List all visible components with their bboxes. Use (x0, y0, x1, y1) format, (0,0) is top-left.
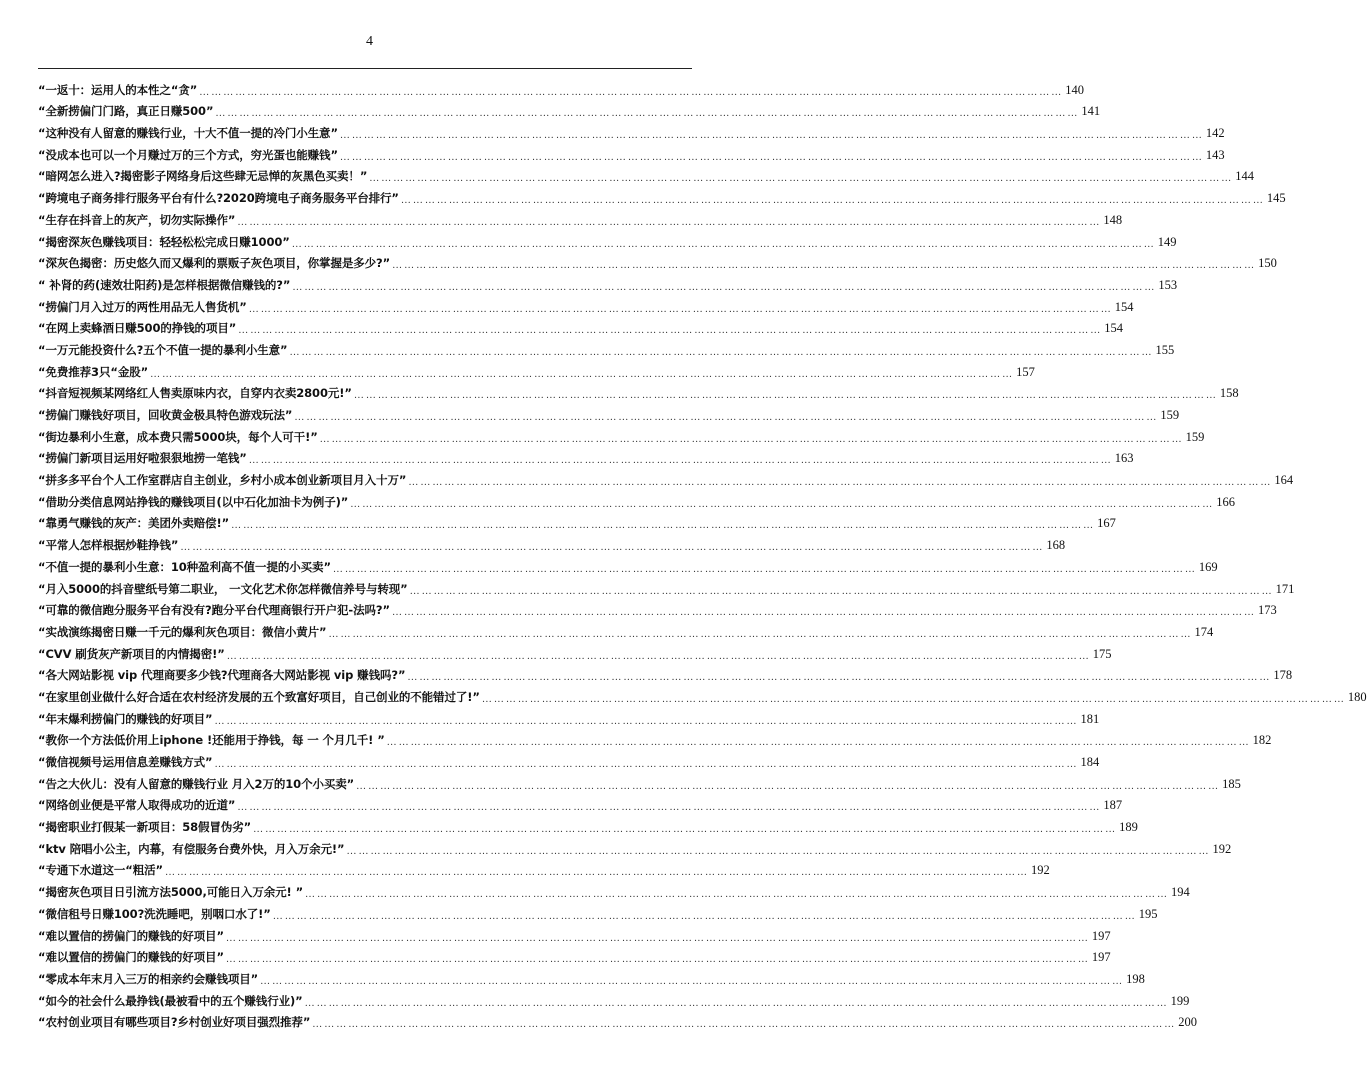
toc-entry-page: 197 (1091, 950, 1111, 965)
toc-leader-dots: ……………………………………………………………………………………………………………………………………………………………………………………………… (225, 954, 1090, 966)
toc-entry-page: 195 (1138, 906, 1158, 921)
toc-entry[interactable] (38, 618, 1214, 640)
toc-entry-title: “拼多多平台个人工作室群店自主创业，乡村小成本创业新项目月入十万” (38, 473, 407, 488)
toc-entry[interactable] (38, 98, 1101, 120)
toc-leader-dots: ……………………………………………………………………………………………………………………………………………………………………………………………… (409, 585, 1274, 597)
toc-leader-dots: ……………………………………………………………………………………………………………………………………………………………………………………………… (214, 715, 1079, 727)
toc-leader-dots: ……………………………………………………………………………………………………………………………………………………………………………………………… (408, 477, 1273, 489)
toc-entry-title: “捞偏门新项目运用好啦狠狠地捞一笔钱” (38, 451, 247, 466)
toc-entry[interactable] (38, 705, 1100, 727)
toc-entry-page: 145 (1266, 191, 1286, 206)
toc-entry-page: 173 (1257, 603, 1277, 618)
toc-leader-dots: ……………………………………………………………………………………………………………………………………………………………………………………………… (199, 86, 1064, 98)
toc-entry-title: “各大网站影视 vip 代理商要多少钱?代理商各大网站影视 vip 赚钱吗?” (38, 668, 406, 683)
toc-entry-title: “CVV 刷货灰产新项目的内情揭密!” (38, 646, 225, 661)
toc-entry[interactable] (38, 1009, 1198, 1031)
toc-leader-dots: ……………………………………………………………………………………………………………………………………………………………………………………………… (289, 346, 1154, 358)
toc-entry-title: “这种没有人留意的赚钱行业，十大不值一提的冷门小生意” (38, 126, 338, 141)
toc-leader-dots: ……………………………………………………………………………………………………………………………………………………………………………………………… (215, 108, 1080, 120)
toc-leader-dots: ……………………………………………………………………………………………………………………………………………………………………………………………… (305, 889, 1170, 901)
toc-entry-page: 164 (1274, 473, 1294, 488)
toc-entry-title: “深灰色揭密：历史悠久而又爆利的票贩子灰色项目，你掌握是多少?” (38, 256, 391, 271)
toc-entry-title: “揭密灰色项目日引流方法5000,可能日入万余元! ” (38, 885, 304, 900)
toc-entry-title: “不值一提的暴利小生意：10种盈利高不值一提的小买卖” (38, 559, 331, 574)
toc-leader-dots: ……………………………………………………………………………………………………………………………………………………………………………………………… (328, 628, 1193, 640)
toc-entry-page: 154 (1114, 299, 1134, 314)
toc-leader-dots: ……………………………………………………………………………………………………………………………………………………………………………………………… (260, 975, 1125, 987)
toc-entry[interactable] (38, 662, 1293, 684)
toc-leader-dots: ……………………………………………………………………………………………………………………………………………………………………………………………… (400, 195, 1265, 207)
toc-entry-page: 184 (1080, 755, 1100, 769)
toc-entry[interactable] (38, 293, 1134, 315)
toc-entry-page: 167 (1097, 516, 1116, 531)
toc-entry[interactable] (38, 770, 1241, 792)
toc-entry-page: 199 (1170, 993, 1190, 1008)
toc-entry-page: 181 (1080, 711, 1100, 726)
toc-entry-page: 174 (1194, 624, 1214, 639)
toc-entry-title: “ktv 陪唱小公主，内幕，有偿服务台费外快，月入万余元!” (38, 841, 345, 856)
toc-entry-title: “在网上卖蜂酒日赚500的挣钱的项目” (38, 321, 237, 336)
toc-entry[interactable] (38, 488, 1235, 510)
toc-entry[interactable] (38, 119, 1225, 142)
toc-entry-title: “年末爆利捞偏门的赚钱的好项目” (38, 711, 213, 726)
toc-entry-page: 154 (1104, 321, 1123, 336)
toc-leader-dots: ……………………………………………………………………………………………………………………………………………………………………………………………… (392, 260, 1257, 272)
toc-leader-dots: ……………………………………………………………………………………………………………………………………………………………………………………………… (180, 542, 1045, 554)
toc-entry-page: 143 (1205, 147, 1225, 162)
toc-entry-title: “微信视频号运用信息差赚钱方式” (38, 755, 213, 769)
toc-entry-page: 148 (1103, 212, 1123, 227)
toc-entry[interactable] (38, 358, 1035, 380)
toc-entry-page: 198 (1126, 971, 1145, 986)
toc-entry-title: “ 补肾的药(速效壮阳药)是怎样根据微信赚钱的?” (38, 277, 291, 292)
toc-leader-dots: ……………………………………………………………………………………………………………………………………………………………………………………………… (231, 520, 1096, 532)
toc-entry-page: 157 (1016, 364, 1035, 379)
toc-entry-title: “农村创业项目有哪些项目?乡村创业好项目强烈推荐” (38, 1015, 311, 1030)
toc-entry[interactable] (38, 857, 1050, 879)
toc-entry[interactable] (38, 748, 1100, 770)
toc-entry-page: 144 (1235, 169, 1255, 184)
toc-leader-dots: ……………………………………………………………………………………………………………………………………………………………………………………………… (248, 303, 1113, 315)
toc-entry-page: 192 (1030, 863, 1050, 878)
toc-leader-dots: ……………………………………………………………………………………………………………………………………………………………………………………………… (291, 238, 1156, 250)
toc-leader-dots: ……………………………………………………………………………………………………………………………………………………………………………………………… (386, 737, 1251, 749)
toc-entry-page: 166 (1216, 494, 1235, 509)
toc-entry-page: 182 (1252, 733, 1272, 748)
toc-entry[interactable] (38, 466, 1294, 489)
toc-leader-dots: ……………………………………………………………………………………………………………………………………………………………………………………………… (238, 325, 1103, 337)
toc-leader-dots: ……………………………………………………………………………………………………………………………………………………………………………………………… (226, 650, 1091, 662)
toc-entry[interactable] (38, 900, 1158, 922)
toc-entry-title: “借助分类信息网站挣钱的赚钱项目(以中石化加油卡为例子)” (38, 494, 349, 509)
toc-entry-title: “在家里创业做什么好合适在农村经济发展的五个致富好项目，自己创业的不能错过了!” (38, 689, 480, 704)
toc-entry-title: “捞偏门月入过万的两性用品无人售货机” (38, 299, 247, 314)
toc-entry-title: “免费推荐3只“金股” (38, 364, 149, 379)
toc-leader-dots: ……………………………………………………………………………………………………………………………………………………………………………………………… (481, 693, 1346, 705)
toc-entry[interactable] (38, 336, 1175, 358)
toc-entry-page: 187 (1103, 798, 1123, 813)
toc-entry-page: 185 (1222, 776, 1241, 791)
toc-leader-dots: ……………………………………………………………………………………………………………………………………………………………………………………………… (253, 824, 1118, 836)
toc-entry-page: 192 (1212, 841, 1232, 856)
toc-entry-title: “跨境电子商务排行服务平台有什么?2020跨境电子商务服务平台排行” (38, 191, 399, 206)
toc-entry-title: “生存在抖音上的灰产，切勿实际操作” (38, 212, 236, 227)
toc-entry[interactable] (38, 228, 1177, 250)
toc-entry[interactable] (38, 835, 1232, 857)
toc-leader-dots: ……………………………………………………………………………………………………………………………………………………………………………………………… (237, 216, 1102, 228)
table-of-contents (38, 76, 1367, 1031)
toc-entry-title: “如今的社会什么最挣钱(最被看中的五个赚钱行业)” (38, 993, 303, 1008)
toc-entry[interactable] (38, 206, 1123, 228)
toc-entry-page: 140 (1065, 82, 1084, 97)
toc-entry-title: “告之大伙儿：没有人留意的赚钱行业 月入2万的10个小买卖” (38, 776, 355, 791)
toc-leader-dots: ……………………………………………………………………………………………………………………………………………………………………………………………… (294, 412, 1159, 423)
toc-entry[interactable] (38, 141, 1225, 163)
toc-entry-title: “可靠的微信跑分服务平台有没有?跑分平台代理商银行开户犯-法吗?” (38, 603, 390, 618)
toc-entry[interactable] (38, 380, 1239, 402)
toc-entry-page: 163 (1114, 451, 1134, 466)
toc-entry-title: “实战演练揭密日赚一千元的爆利灰色项目：微信小黄片” (38, 624, 327, 639)
toc-leader-dots: ……………………………………………………………………………………………………………………………………………………………………………………………… (369, 173, 1234, 185)
toc-entry[interactable] (38, 813, 1138, 836)
toc-entry-page: 197 (1091, 928, 1111, 943)
toc-entry-page: 171 (1275, 581, 1295, 596)
toc-entry-page: 159 (1160, 408, 1180, 422)
toc-entry[interactable] (38, 683, 1367, 705)
toc-entry[interactable] (38, 271, 1178, 293)
toc-entry-title: “教你一个方法低价用上iphone !还能用于挣钱，每 一 个月几千! ” (38, 733, 385, 748)
toc-entry-title: “揭密深灰色赚钱项目：轻轻松松完成日赚1000” (38, 234, 290, 249)
toc-leader-dots: ……………………………………………………………………………………………………………………………………………………………………………………………… (407, 672, 1272, 684)
toc-entry-title: “零成本年末月入三万的相亲约会赚钱项目” (38, 971, 259, 986)
toc-entry-page: 168 (1046, 538, 1066, 553)
toc-entry-title: “捞偏门赚钱好项目，回收黄金极具特色游戏玩法” (38, 408, 293, 422)
toc-entry[interactable] (38, 575, 1295, 597)
toc-leader-dots: ……………………………………………………………………………………………………………………………………………………………………………………………… (272, 910, 1137, 922)
page-number: 4 (366, 34, 373, 49)
toc-entry-page: 159 (1185, 429, 1205, 444)
toc-entry-title: “街边暴利小生意，成本费只需5000块，每个人可干!” (38, 429, 318, 444)
toc-entry-page: 175 (1092, 646, 1112, 661)
toc-entry-page: 158 (1219, 386, 1239, 401)
toc-leader-dots: ……………………………………………………………………………………………………………………………………………………………………………………………… (304, 997, 1169, 1009)
toc-entry[interactable] (38, 640, 1112, 662)
toc-entry-page: 189 (1119, 820, 1138, 835)
toc-leader-dots: ……………………………………………………………………………………………………………………………………………………………………………………………… (346, 845, 1211, 857)
toc-entry-title: “微信租号日赚100?洗洗睡吧，别咽口水了!” (38, 906, 271, 921)
toc-entry-page: 194 (1171, 885, 1190, 900)
toc-entry-page: 200 (1178, 1015, 1198, 1030)
toc-entry-title: “揭密职业打假某一新项目：58假冒伪劣” (38, 820, 252, 835)
toc-entry[interactable] (38, 184, 1286, 207)
toc-leader-dots: ……………………………………………………………………………………………………………………………………………………………………………………………… (319, 433, 1184, 445)
toc-entry-title: “一返十：运用人的本性之“贪” (38, 82, 198, 97)
toc-leader-dots: ……………………………………………………………………………………………………………………………………………………………………………………………… (237, 802, 1102, 814)
toc-entry-title: “专通下水道这一“粗活” (38, 863, 163, 878)
toc-entry[interactable] (38, 401, 1180, 423)
toc-entry-page: 178 (1273, 668, 1293, 683)
toc-leader-dots: ……………………………………………………………………………………………………………………………………………………………………………………………… (339, 130, 1204, 142)
toc-leader-dots: ……………………………………………………………………………………………………………………………………………………………………………………………… (248, 455, 1113, 467)
toc-entry[interactable] (38, 553, 1218, 575)
toc-leader-dots: ……………………………………………………………………………………………………………………………………………………………………………………………… (339, 151, 1204, 163)
toc-leader-dots: ……………………………………………………………………………………………………………………………………………………………………………………………… (164, 867, 1029, 879)
toc-entry-title: “难以置信的捞偏门的赚钱的好项目” (38, 928, 224, 943)
toc-entry-title: “抖音短视频某网络红人售卖原味内衣，自穿内衣卖2800元!” (38, 386, 352, 401)
toc-entry[interactable] (38, 922, 1111, 944)
toc-leader-dots: ……………………………………………………………………………………………………………………………………………………………………………………………… (350, 498, 1215, 510)
toc-leader-dots: ……………………………………………………………………………………………………………………………………………………………………………………………… (292, 281, 1157, 293)
toc-entry[interactable] (38, 987, 1190, 1009)
toc-entry-page: 153 (1158, 277, 1178, 292)
toc-entry[interactable] (38, 965, 1145, 987)
toc-entry-page: 150 (1258, 256, 1277, 271)
toc-entry[interactable] (38, 163, 1255, 185)
header-divider (38, 68, 692, 69)
toc-entry-title: “月入5000的抖音壁纸号第二职业， 一文化艺术你怎样微信养号与转现” (38, 581, 408, 596)
toc-leader-dots: ……………………………………………………………………………………………………………………………………………………………………………………………… (312, 1019, 1177, 1031)
toc-entry[interactable] (38, 76, 1084, 98)
toc-entry-page: 149 (1157, 234, 1177, 249)
toc-entry-page: 141 (1081, 104, 1101, 119)
toc-entry-page: 180 (1347, 689, 1367, 704)
toc-entry-page: 155 (1155, 342, 1175, 357)
toc-leader-dots: ……………………………………………………………………………………………………………………………………………………………………………………………… (332, 563, 1197, 575)
toc-entry[interactable] (38, 315, 1123, 337)
toc-entry-title: “难以置信的捞偏门的赚钱的好项目” (38, 950, 224, 965)
toc-leader-dots: ……………………………………………………………………………………………………………………………………………………………………………………………… (225, 932, 1090, 944)
toc-entry-title: “平常人怎样根据炒鞋挣钱” (38, 538, 179, 553)
toc-entry-page: 169 (1198, 559, 1218, 574)
toc-entry-title: “全新捞偏门门路，真正日赚500” (38, 104, 214, 119)
toc-entry-title: “靠勇气赚钱的灰产：美团外卖赔偿!” (38, 516, 230, 531)
toc-entry-title: “网络创业便是平常人取得成功的近道” (38, 798, 236, 813)
toc-entry-page: 142 (1205, 126, 1225, 141)
toc-entry[interactable] (38, 597, 1277, 619)
toc-entry[interactable] (38, 878, 1190, 901)
toc-entry[interactable] (38, 944, 1111, 966)
toc-entry[interactable] (38, 445, 1134, 467)
toc-entry[interactable] (38, 250, 1277, 272)
toc-leader-dots: ……………………………………………………………………………………………………………………………………………………………………………………………… (214, 759, 1079, 770)
toc-leader-dots: ……………………………………………………………………………………………………………………………………………………………………………………………… (150, 368, 1015, 380)
toc-leader-dots: ……………………………………………………………………………………………………………………………………………………………………………………………… (391, 607, 1256, 619)
toc-leader-dots: ……………………………………………………………………………………………………………………………………………………………………………………………… (356, 780, 1221, 792)
toc-entry-title: “一万元能投资什么?五个不值一提的暴利小生意” (38, 342, 288, 357)
toc-entry[interactable] (38, 423, 1205, 445)
toc-leader-dots: ……………………………………………………………………………………………………………………………………………………………………………………………… (353, 390, 1218, 402)
toc-entry-title: “没成本也可以一个月赚过万的三个方式，穷光蛋也能赚钱” (38, 147, 338, 162)
toc-entry-title: “暗网怎么进入?揭密影子网络身后这些肆无忌惮的灰黑色买卖！” (38, 169, 368, 184)
toc-entry[interactable] (38, 792, 1123, 814)
toc-entry[interactable] (38, 727, 1272, 749)
toc-entry[interactable] (38, 510, 1116, 532)
toc-entry[interactable] (38, 531, 1066, 554)
